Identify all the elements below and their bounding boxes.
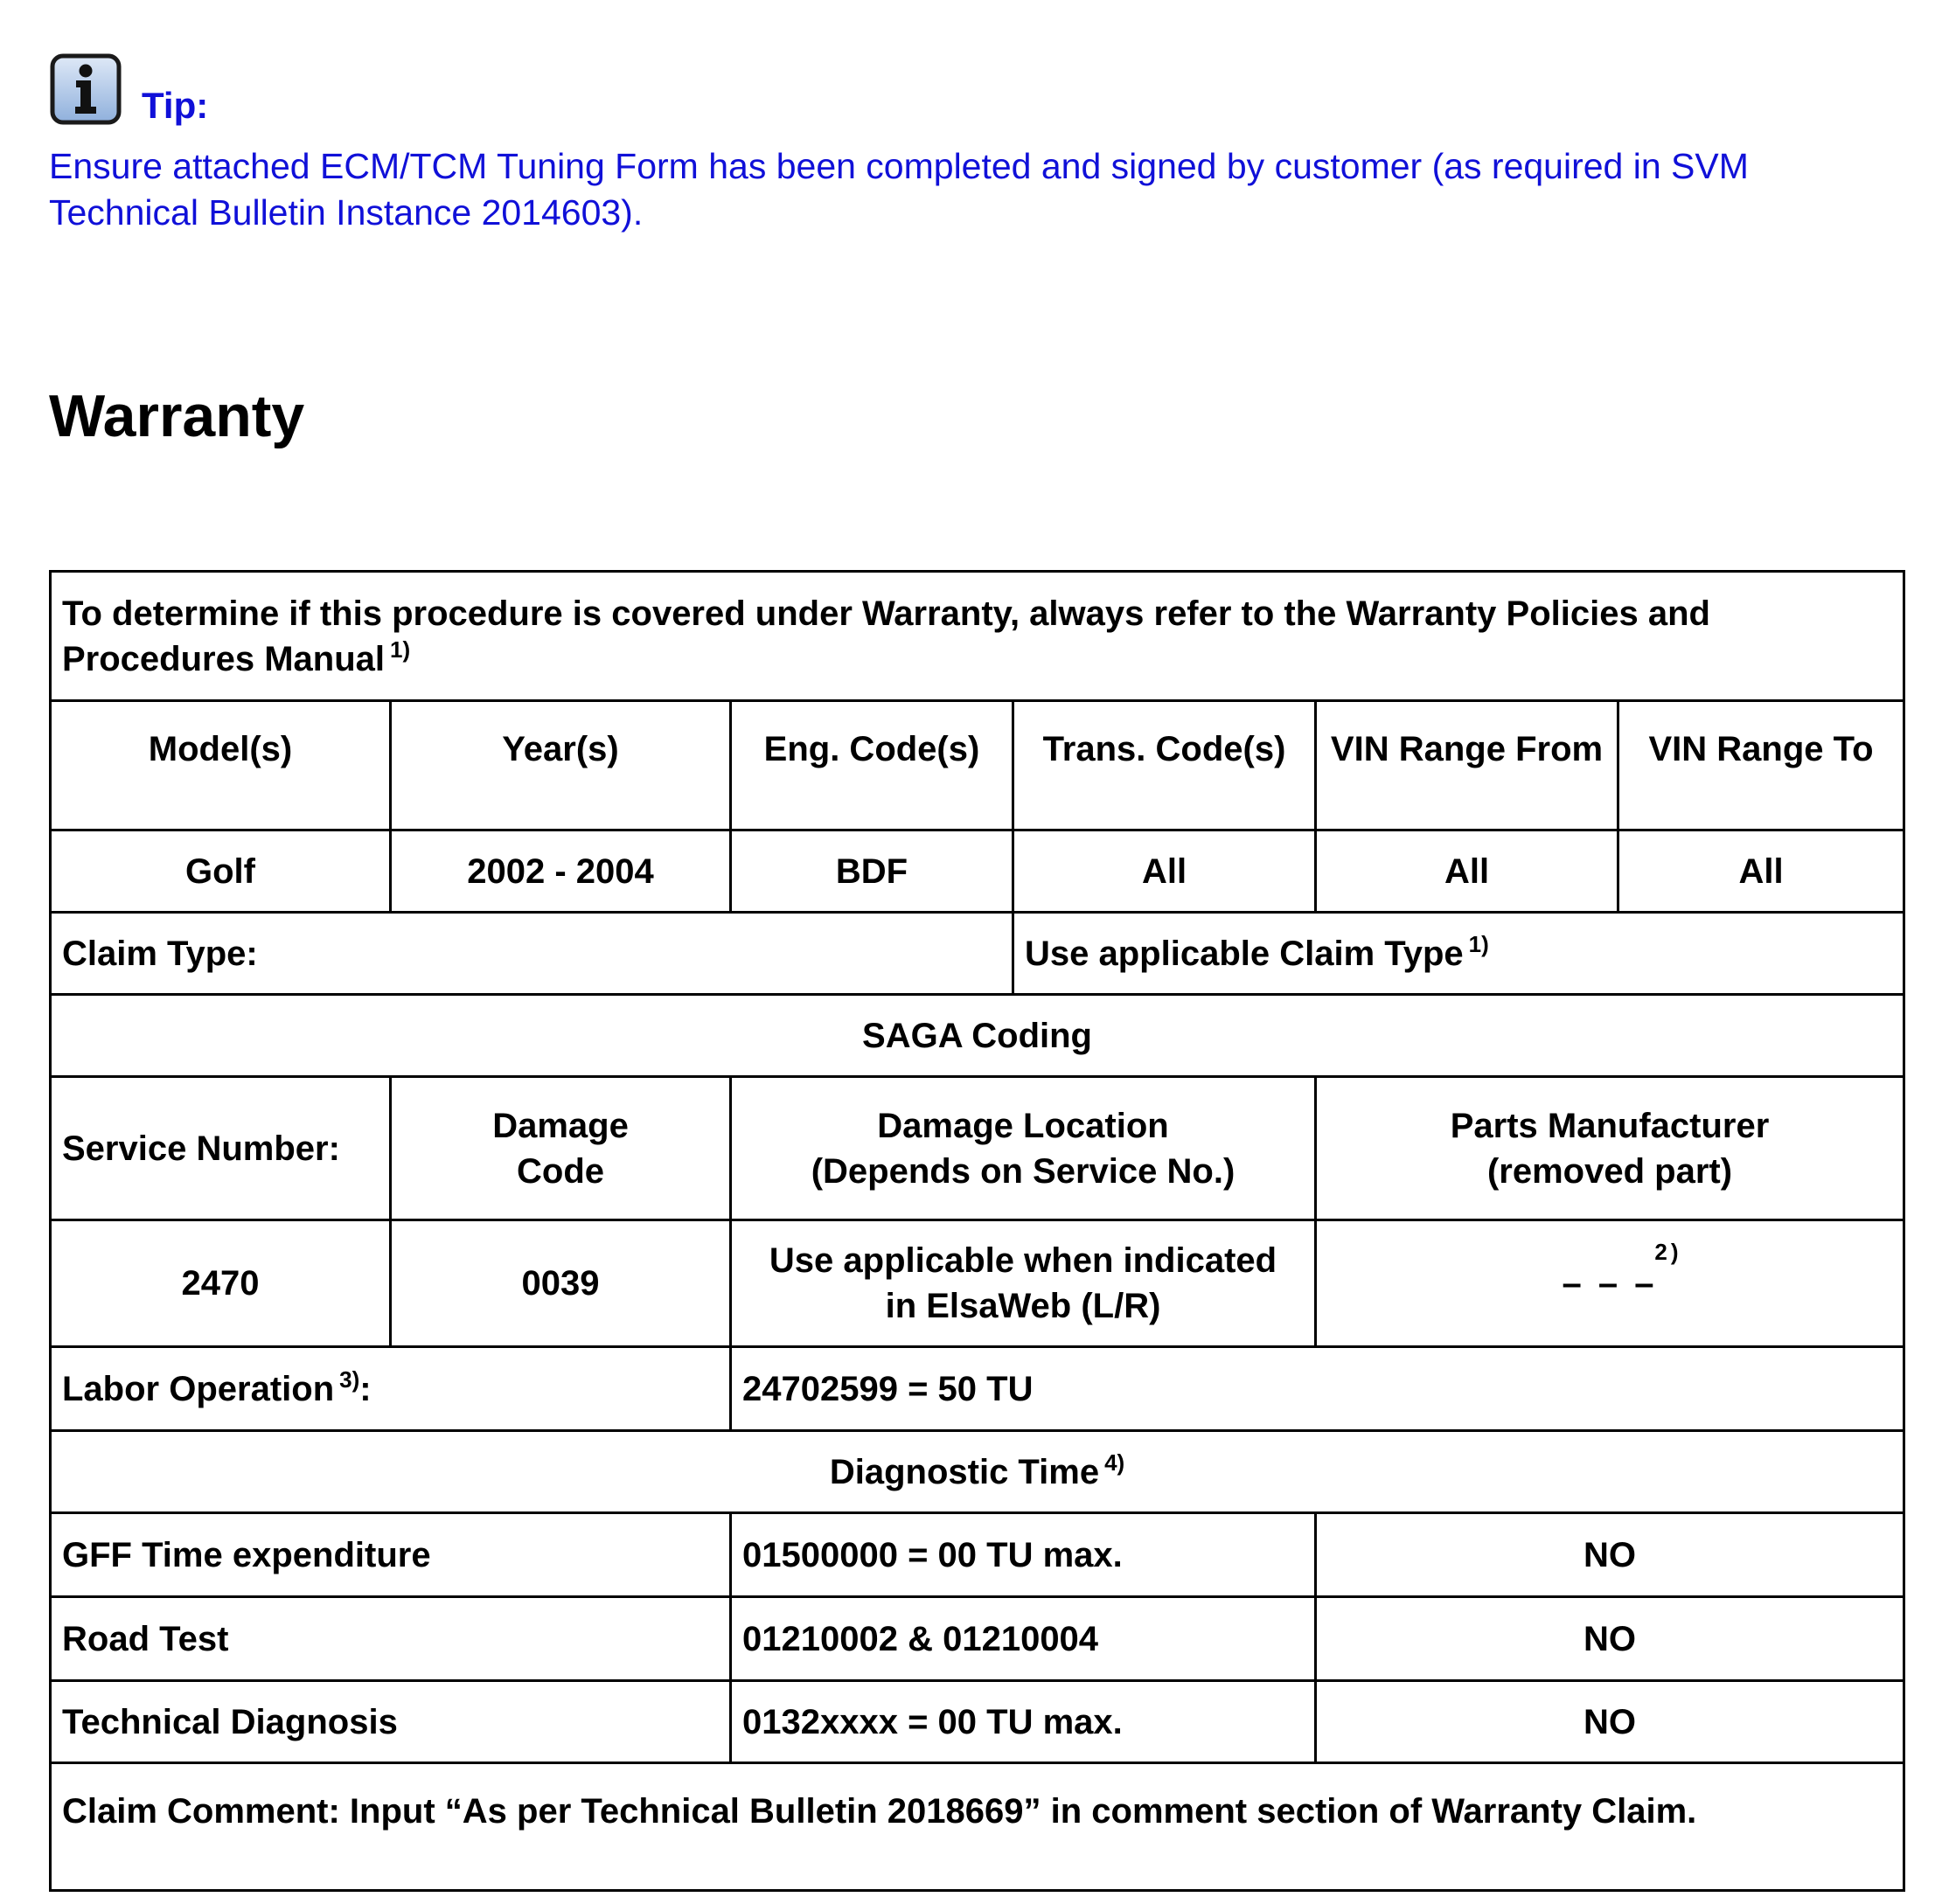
saga-values-row [51, 1220, 1904, 1347]
values-row [51, 830, 1904, 913]
saga-value-damage-code: 0039 [391, 1220, 731, 1347]
intro-text: To determine if this procedure is covered under Warranty, always refer to the Warranty Policies and Procedures Manual [62, 594, 1710, 678]
saga-header-parts-manufacturer [1316, 1077, 1904, 1220]
saga-damage-location-line2: in ElsaWeb (L/R) [885, 1287, 1161, 1325]
diag-row-value: NO [1316, 1597, 1904, 1681]
parts-manufacturer-line2: (removed part) [1486, 1151, 1733, 1191]
damage-location-line1: Damage Location [877, 1106, 1169, 1145]
diag-row-name: Road Test [51, 1597, 731, 1681]
saga-header-damage-code [391, 1077, 731, 1220]
header-models: Model(s) [51, 701, 391, 830]
damage-code-line2: Code [517, 1151, 604, 1191]
section-title: Warranty [49, 383, 305, 449]
intro-row [51, 572, 1904, 701]
labor-value: 24702599 = 50 TU [731, 1347, 1904, 1431]
diag-row-name: GFF Time expenditure [51, 1513, 731, 1597]
parts-manufacturer-value: – – – [1562, 1264, 1658, 1303]
saga-value-parts-manufacturer [1316, 1220, 1904, 1347]
labor-label-cell [51, 1347, 731, 1431]
saga-title: SAGA Coding [51, 995, 1904, 1077]
saga-value-damage-location [731, 1220, 1316, 1347]
claim-type-label: Claim Type: [51, 913, 1013, 995]
diag-footnote-ref: 4) [1104, 1449, 1125, 1477]
labor-footnote-ref: 3) [339, 1366, 360, 1393]
diag-row-code: 01500000 = 00 TU max. [731, 1513, 1316, 1597]
tip-label: Tip: [142, 85, 209, 126]
header-trans-codes: Trans. Code(s) [1013, 701, 1316, 830]
claim-type-row [51, 913, 1904, 995]
diag-row [51, 1513, 1904, 1597]
saga-header-row [51, 1077, 1904, 1220]
labor-row [51, 1347, 1904, 1431]
diag-row-name: Technical Diagnosis [51, 1681, 731, 1763]
saga-value-service-number: 2470 [51, 1220, 391, 1347]
saga-header-service-number: Service Number: [51, 1077, 391, 1220]
saga-header-damage-location [731, 1077, 1316, 1220]
intro-footnote-ref: 1) [390, 636, 411, 664]
value-models: Golf [51, 830, 391, 913]
value-vin-from: All [1316, 830, 1618, 913]
diag-row [51, 1597, 1904, 1681]
parts-manufacturer-line1: Parts Manufacturer [1450, 1106, 1770, 1145]
diag-row-value: NO [1316, 1681, 1904, 1763]
claim-comment: Claim Comment: Input “As per Technical Bulletin 2018669” in comment section of Warranty Claim. [51, 1763, 1904, 1891]
damage-location-line2: (Depends on Service No.) [811, 1151, 1235, 1191]
claim-type-value: Use applicable Claim Type [1025, 934, 1464, 973]
diag-row-code: 01210002 & 01210004 [731, 1597, 1316, 1681]
value-trans-codes: All [1013, 830, 1316, 913]
labor-label: Labor Operation [62, 1369, 335, 1408]
claim-comment-row [51, 1763, 1904, 1891]
diag-title: Diagnostic Time [829, 1452, 1100, 1491]
warranty-table [49, 570, 1905, 1892]
damage-code-line1: Damage [492, 1106, 629, 1145]
diag-row-code: 0132xxxx = 00 TU max. [731, 1681, 1316, 1763]
diag-row-value: NO [1316, 1513, 1904, 1597]
claim-type-value-cell [1013, 913, 1904, 995]
saga-title-row [51, 995, 1904, 1077]
header-years: Year(s) [391, 701, 731, 830]
header-vin-to: VIN Range To [1618, 701, 1904, 830]
header-row [51, 701, 1904, 830]
intro-cell [51, 572, 1904, 701]
parts-manufacturer-dashes: – – – 2) [1562, 1239, 1682, 1303]
header-vin-from: VIN Range From [1316, 701, 1618, 830]
value-eng-codes: BDF [731, 830, 1013, 913]
diag-row [51, 1681, 1904, 1763]
diag-title-cell [51, 1431, 1904, 1513]
info-icon [49, 52, 122, 126]
header-eng-codes: Eng. Code(s) [731, 701, 1013, 830]
value-vin-to: All [1618, 830, 1904, 913]
labor-colon: : [359, 1369, 372, 1408]
saga-damage-location-line1: Use applicable when indicated [769, 1241, 1277, 1280]
tip-header [49, 52, 1885, 126]
tip-text: Ensure attached ECM/TCM Tuning Form has been completed and signed by customer (as required in SVM Technical Bulletin Instance 2014603). [49, 146, 1749, 233]
tip-block [49, 52, 1885, 236]
value-years: 2002 - 2004 [391, 830, 731, 913]
claim-type-footnote-ref: 1) [1468, 931, 1489, 958]
diag-title-row [51, 1431, 1904, 1513]
